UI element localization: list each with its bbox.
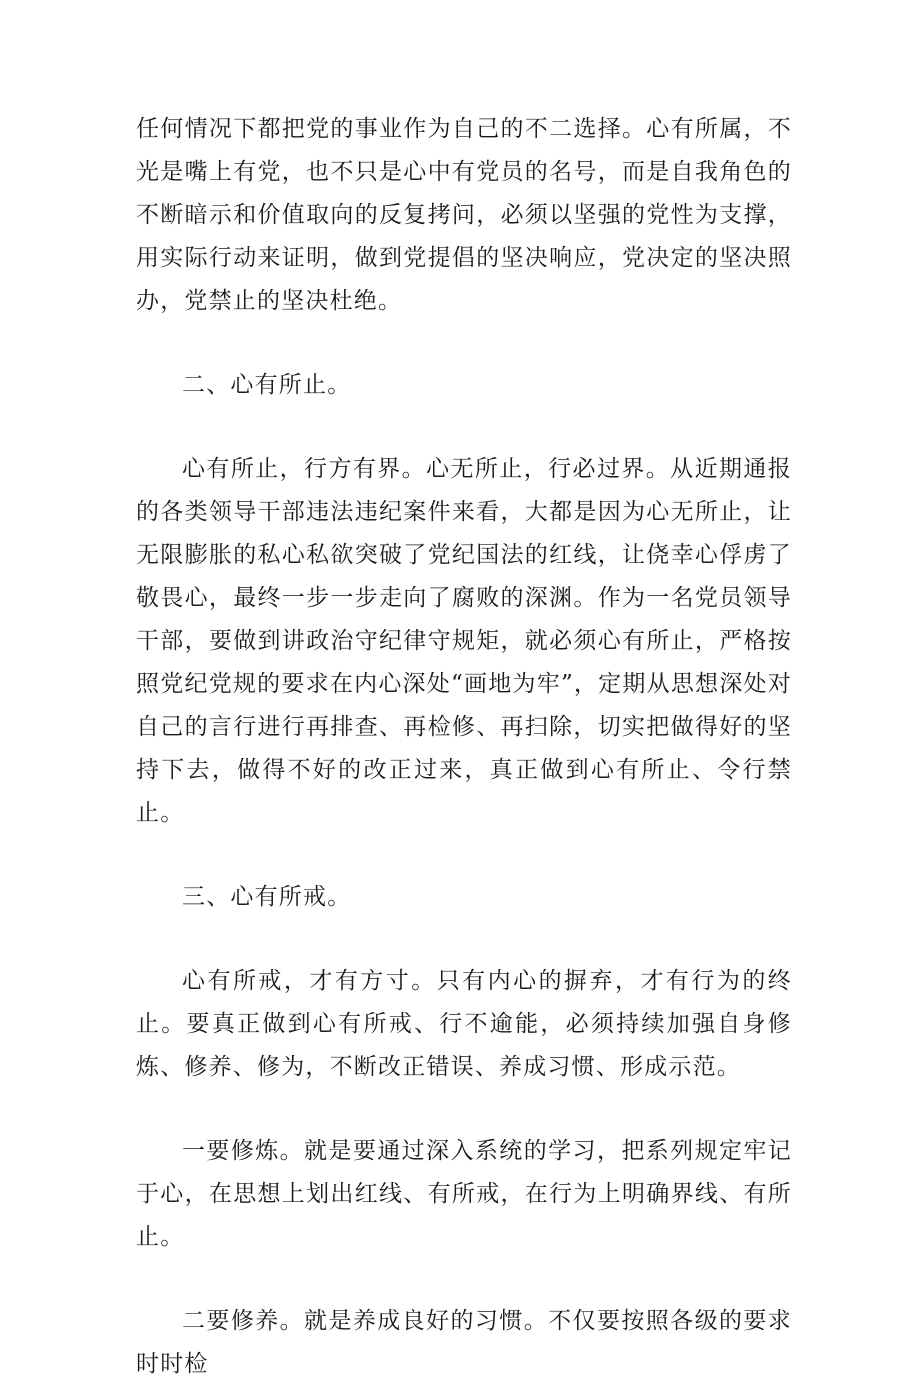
document-body xyxy=(136,108,792,1386)
paragraph-cultivation: 一要修炼。就是要通过深入系统的学习，把系列规定牢记于心，在思想上划出红线、有所戒，在行为上明确界线、有所止。 xyxy=(136,1138,792,1250)
paragraph-section-2: 心有所止，行方有界。心无所止，行必过界。从近期通报的各类领导干部违法违纪案件来看，大都是因为心无所止，让无限膨胀的私心私欲突破了党纪国法的红线，让侥幸心俘虏了敬畏心，最终一步一步走向了腐败的深渊。作为一名党员领导干部，要做到讲政治守纪律守规矩，就必须心有所止，严格按照党纪党规的要求在内心深处“画地为牢”，定期从思想深处对自己的言行进行再排查、再检修、再扫除，切实把做得好的坚持下去，做得不好的改正过来，真正做到心有所止、令行禁止。 xyxy=(136,456,792,826)
paragraph-self-discipline: 二要修养。就是养成良好的习惯。不仅要按照各级的要求时时检 xyxy=(136,1308,792,1377)
paragraph-section-3-intro: 心有所戒，才有方寸。只有内心的摒弃，才有行为的终止。要真正做到心有所戒、行不逾能，必须持续加强自身修炼、修养、修为，不断改正错误、养成习惯、形成示范。 xyxy=(136,968,792,1080)
section-heading-3: 三、心有所戒。 xyxy=(182,884,352,910)
section-heading-2: 二、心有所止。 xyxy=(182,372,352,398)
paragraph-continuation: 任何情况下都把党的事业作为自己的不二选择。心有所属，不光是嘴上有党，也不只是心中有党员的名号，而是自我角色的不断暗示和价值取向的反复拷问，必须以坚强的党性为支撑，用实际行动来证明，做到党提倡的坚决响应，党决定的坚决照办，党禁止的坚决杜绝。 xyxy=(136,116,792,314)
